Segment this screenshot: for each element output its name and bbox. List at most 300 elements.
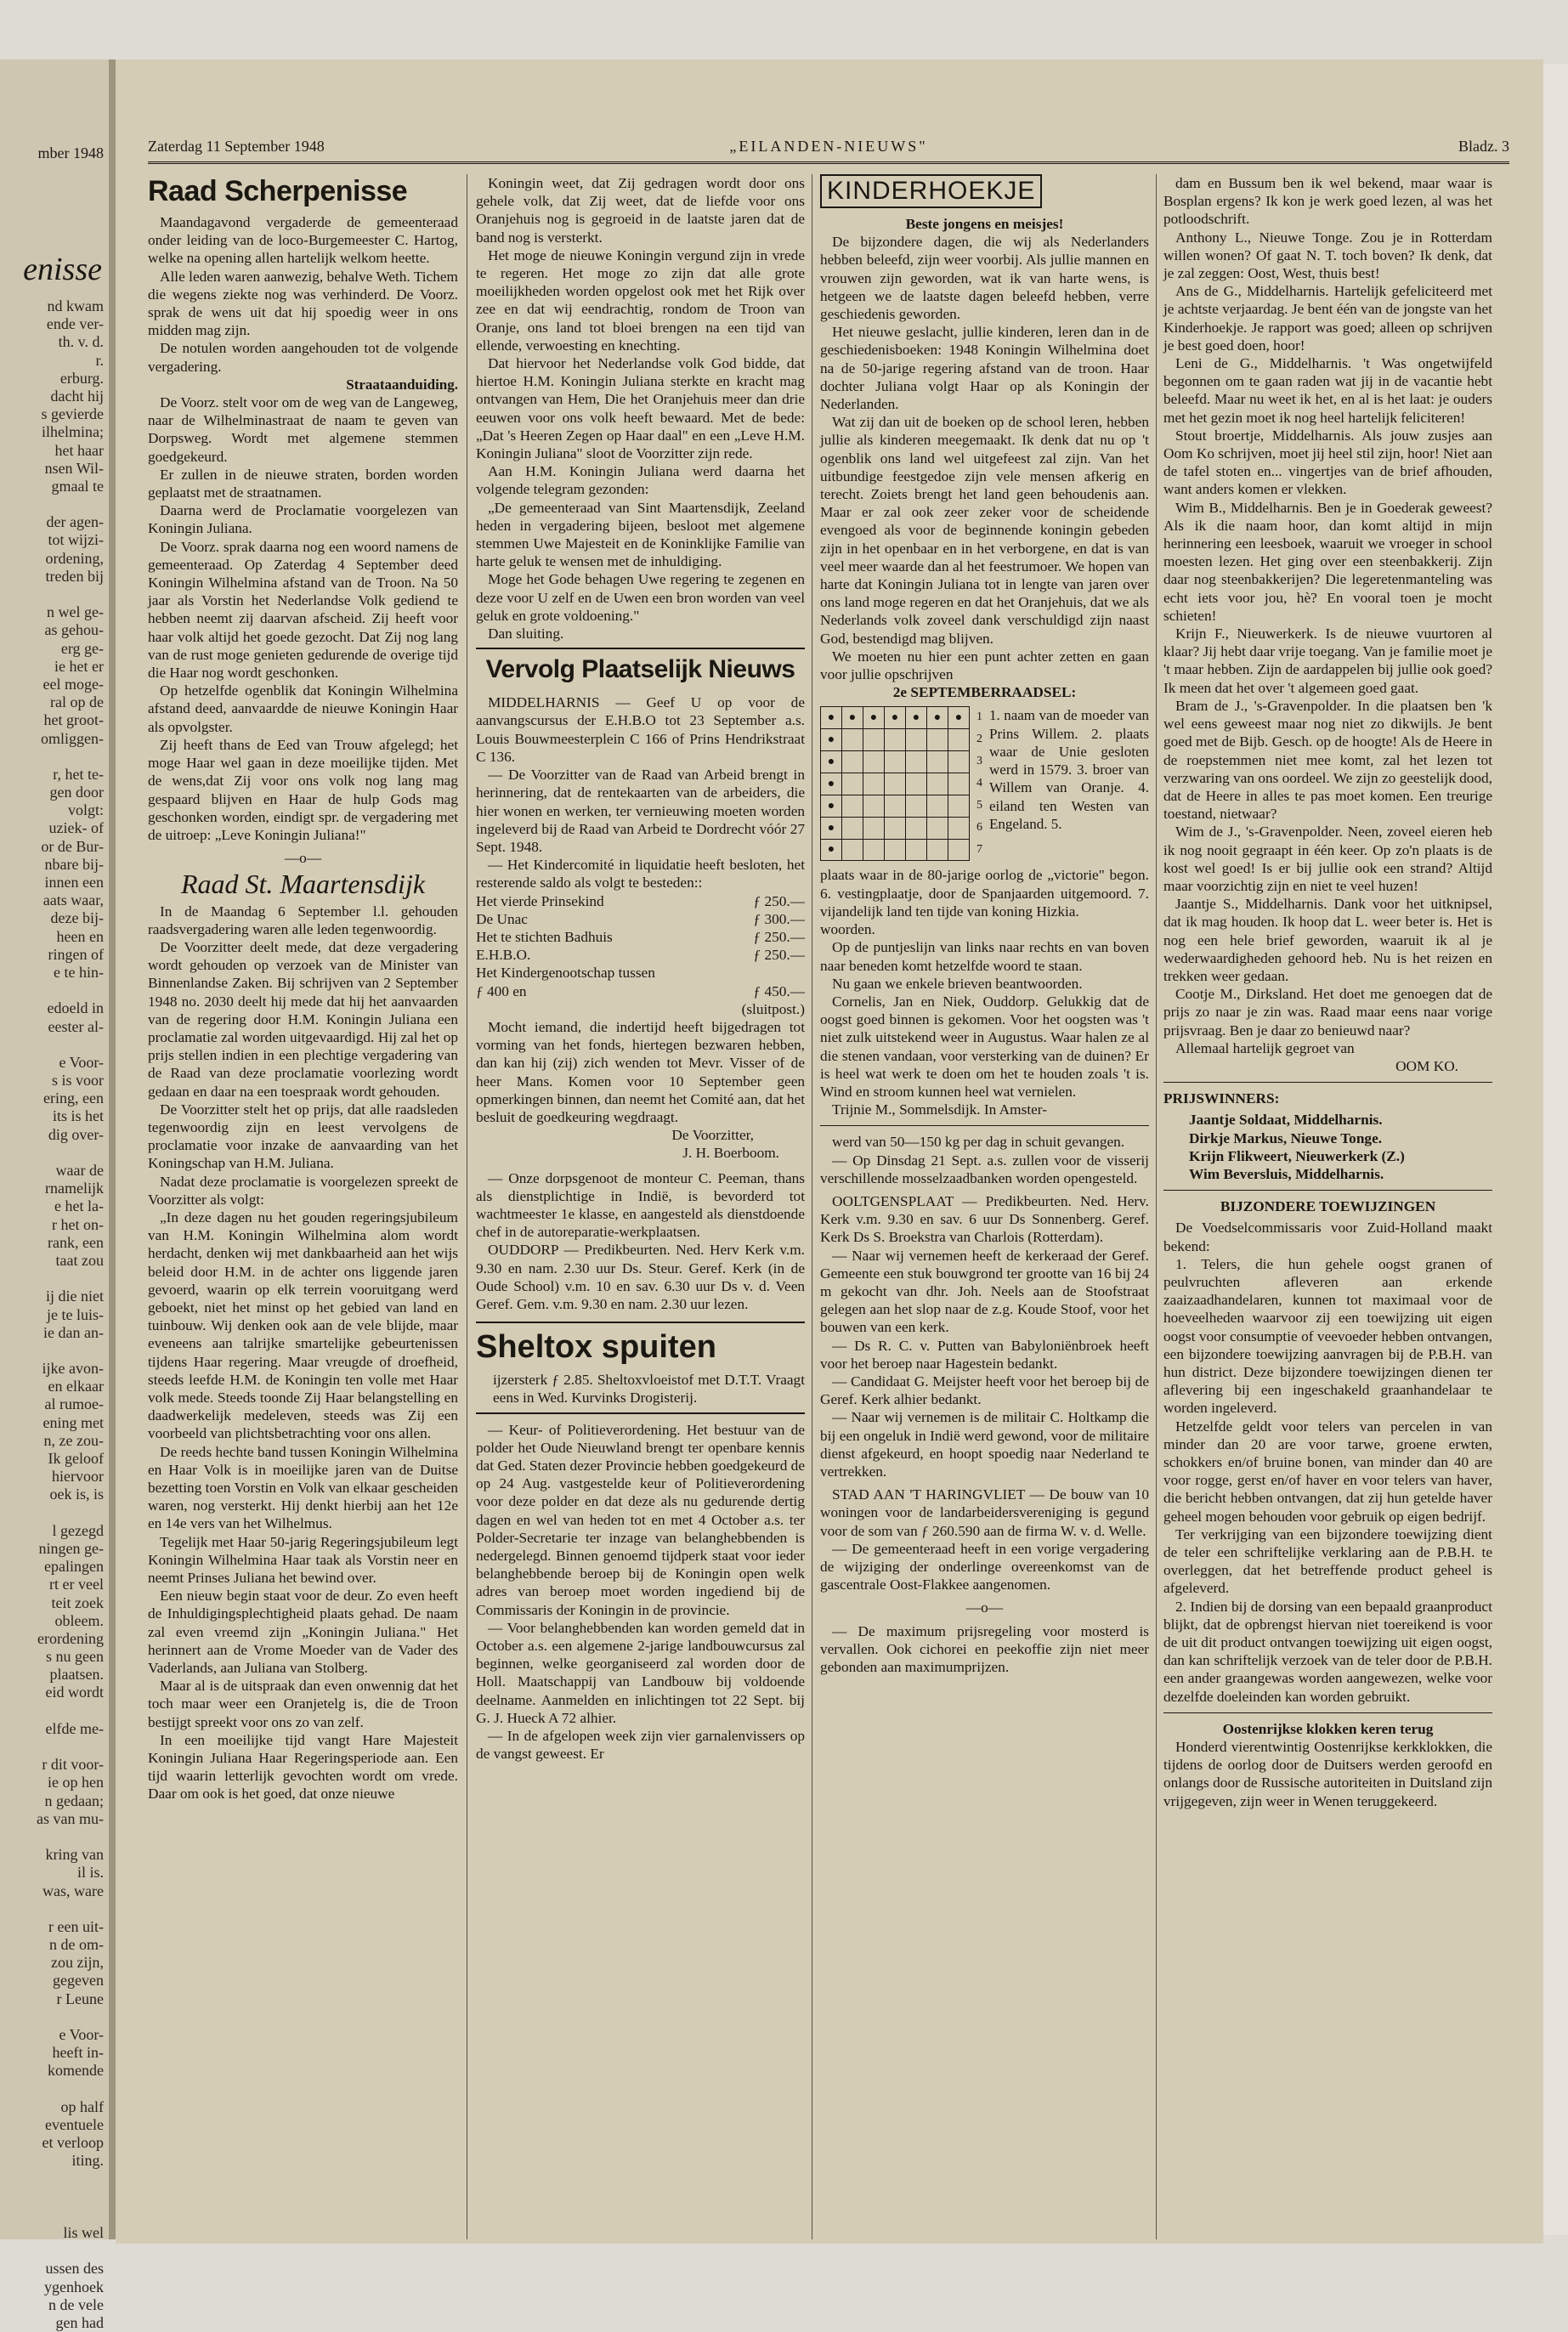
- paragraph: In een moeilijke tijd vangt Hare Majesteit Koningin Juliana Haar Regeringsperiode aan. Een tijd waarin letterlijk gevochten wordt om vrede. Daar om ook is het goed, dat onze nieuwe: [148, 1731, 458, 1803]
- paragraph: — Candidaat G. Meijster heeft voor het beroep bij de Geref. Kerk alhier bedankt.: [820, 1373, 1149, 1408]
- page-edge: [1543, 64, 1568, 2235]
- newspaper-page: [116, 59, 1543, 2244]
- paragraph: De notulen worden aangehouden tot de volgende vergadering.: [148, 340, 458, 375]
- prev-page-line: et verloop: [42, 2134, 104, 2152]
- puzzle-cell: [842, 729, 863, 751]
- paragraph: Aan H.M. Koningin Juliana werd daarna het volgende telegram gezonden:: [476, 463, 805, 498]
- puzzle-cell: [863, 795, 885, 817]
- page-gutter: [109, 59, 116, 2239]
- puzzle-cell: [821, 795, 842, 817]
- paragraph: — Keur- of Politieverordening. Het bestuur van de polder het Oude Nieuwland brengt ter openbare kennis dat Ged. Staten dezer Provincie hebben goedgekeurd de op 24 Aug. vastgestelde keur of Politieverordening voor deze polder en dat deze als nu gedurende dertig dagen en wel van heden tot en met 4 October a.s. ter Polder-Secretarie ter inzage van belanghebbenden is nedergelegd. Binnen genoemd tijdperk staat voor ieder belanghebbende beroep bij de Koningin open welk adres van beroep moet worden ingediend bij de Commissaris der Koningin in de provincie.: [476, 1421, 805, 1618]
- prev-page-line: [3, 1828, 104, 1846]
- paragraph: dam en Bussum ben ik wel bekend, maar waar is Bosplan ergens? Ik kon je werk goed lezen, al was het potloodschrift.: [1163, 175, 1492, 228]
- prev-page-line: ijke avon-: [42, 1360, 104, 1378]
- puzzle-cell: [948, 795, 970, 817]
- puzzle-cell: [927, 839, 948, 861]
- prev-page-line: dig over-: [48, 1125, 104, 1143]
- prev-page-line: erg ge-: [60, 639, 104, 657]
- prev-page-line: eid wordt: [45, 1684, 104, 1701]
- puzzle-cell: [927, 729, 948, 751]
- column-rule: [1156, 174, 1157, 2239]
- prev-page-line: nsen Wil-: [44, 459, 104, 477]
- headline-kinderhoekje: KINDERHOEKJE: [820, 174, 1042, 208]
- puzzle-cell: [927, 795, 948, 817]
- prev-page-line: het groot-: [43, 711, 104, 729]
- article-body: [1163, 1738, 1492, 1810]
- prev-page-line: deze bij-: [50, 909, 104, 927]
- table-row: [476, 928, 805, 946]
- prev-page-line: n de vele: [48, 2295, 104, 2313]
- paragraph: De Voorzitter stelt het op prijs, dat alle raadsleden tegenwoordig zijn en leest vervolgens de proclamatie voor inzake de aanvaarding van het Koningschap van H.M. Juliana.: [148, 1101, 458, 1172]
- article-body: [820, 1486, 1149, 1593]
- puzzle-cell: [885, 707, 906, 729]
- prev-page-line: [3, 1738, 104, 1756]
- prev-page-line: r.: [95, 351, 104, 369]
- paragraph: — Voor belanghebbenden kan worden gemeld dat in October a.s. een algemene 2-jarige landbouwcursus zal beginnen, welke georganiseerd zal worden door de Holl. Maatschappij van Landbouw bij voldoende deelname. Aanmelden en inlichtingen tot 22 Sept. bij G. J. Hueck A 72 alhier.: [476, 1619, 805, 1726]
- paragraph: — Naar wij vernemen heeft de kerkeraad der Geref. Gemeente een stuk bouwgrond ter grootte van 16 bij 24 m gekocht van dhr. Joh. Neels aan de Stoofstraat gelegen aan het slop naar de z.g. Koude Stoof, voor het bouwen van een kerk.: [820, 1247, 1149, 1336]
- prev-page-line: ij die niet: [46, 1288, 104, 1305]
- article-body: [820, 1622, 1149, 1677]
- prev-page-line: erordening: [37, 1629, 104, 1647]
- puzzle-title: 2e SEPTEMBERRAADSEL:: [892, 684, 1077, 701]
- prev-page-line: en elkaar: [48, 1378, 104, 1395]
- prev-page-line: ringen of: [48, 945, 104, 963]
- article-body: [820, 1133, 1149, 1187]
- puzzle-cell: [821, 707, 842, 729]
- prev-page-line: as gehou-: [44, 621, 104, 639]
- column-1: [148, 174, 458, 1803]
- paragraph: Een nieuw begin staat voor de deur. Zo even heeft de Inhuldigingsplechtigheid plaats gehad. De naam zal even vreemd zijn „Koningin Juliana." Het herinnert aan de Vrome Moeder van de Vader des Vaderlands, aan Juliana van Stolberg.: [148, 1588, 458, 1677]
- paragraph: Leni de G., Middelharnis. 't Was ongetwijfeld begonnen om te gaan raden wat jij in de vacantie hebt beleefd. Maar nu weet ik het, en al is het laat: je ouders met het gezin moet ik nog heel hartelijk feliciteren!: [1163, 355, 1492, 426]
- prev-page-line: il is.: [76, 1864, 104, 1882]
- paragraph: De bijzondere dagen, die wij als Nederlanders hebben beleefd, zijn weer voorbij. Als jullie mannen en vrouwen zijn geworden, wat ik van harte wens, is hetgeen we de laatste dagen beleefd hebben, verre geschiedenis geworden.: [820, 234, 1149, 323]
- paragraph: De Voorzitter deelt mede, dat deze vergadering wordt gehouden op verzoek van de Minister van Binnenlandse Zaken. Bij schrijven van 2 September 1948 no. 2030 deelt hij mede dat hij het aanvaarden van de regering door H.M. Koningin Juliana een proclamatie zal worden uitgevaardigd. Hij zal het op prijs stellen indien in een plechtige vergadering van de Raad van deze proclamatie voorlezing wordt gedaan en daar na een toespraak wordt gehouden.: [148, 938, 458, 1100]
- paragraph: Wim B., Middelharnis. Ben je in Goederak geweest? Als ik die naam hoor, dan komt altijd in mijn herinnering een leesboek, waaruit we vroeger in school moesten lezen. Het ging over een steenbakkerij. Zijn daar nog steenbakkerijen? Die legeretenmanteling was echt iets voor jou, hè? En vooral toen je mocht schieten!: [1163, 499, 1492, 624]
- alloc-amount: ƒ 250.—: [753, 947, 805, 964]
- prev-page-line: [3, 1144, 104, 1162]
- prev-page-line: dacht hij: [50, 387, 104, 405]
- prev-page-line: eventuele: [45, 2115, 104, 2133]
- prev-page-line: th. v. d.: [58, 333, 104, 351]
- prev-page-line: het haar: [54, 441, 104, 459]
- allocation-table: [476, 892, 805, 1000]
- list-item: Krijn Flikweert, Nieuwerkerk (Z.): [1189, 1147, 1405, 1164]
- puzzle-cell: [948, 751, 970, 773]
- prev-page-line: ordening,: [45, 549, 104, 567]
- puzzle-cell: [821, 773, 842, 795]
- prev-page-line: [3, 2242, 104, 2260]
- prev-page-line: [3, 1504, 104, 1522]
- prev-page-line: oek is, is: [49, 1486, 104, 1503]
- puzzle-cell: [885, 795, 906, 817]
- paragraph: 2. Indien bij de dorsing van een bepaald graanproduct blijkt, dat de opbrengst hiervan niet toereikend is voor de uit dit product ontvangen toewijzing uit eigen oogst, dan kan schriftelijk verzoek van de teler door de P.B.H. een ander graangewas worden aangewezen, welke voor dezelfde doeleinden kan worden gebruikt.: [1163, 1598, 1492, 1705]
- paragraph: — De Voorzitter van de Raad van Arbeid brengt in herinnering, dat de rentekaarten van de arbeiders, die hier wonen en werken, ter vernieuwing moeten worden ingeleverd bij de Raad van Arbeid te Dordrecht vóór 27 Sept. 1948.: [476, 767, 805, 855]
- prev-page-line: erburg.: [59, 369, 104, 387]
- prev-page-line: zou zijn,: [51, 1954, 104, 1972]
- prev-page-line: s gevierde: [41, 405, 104, 423]
- puzzle-clues-continued: plaats waar in de 80-jarige oorlog de „victorie" begon. 6. vestingplaatje, door de Spanjaarden uitgemoord. 7. vijandelijk land ten tijde van koning Hizkia.: [820, 867, 1149, 920]
- prev-page-line: je te luis-: [47, 1305, 104, 1323]
- paragraph: Allemaal hartelijk gegroet van: [1175, 1039, 1355, 1056]
- headline-vervolg-plaatselijk-nieuws: Vervolg Plaatselijk Nieuws: [476, 648, 805, 685]
- prev-page-line: omliggen-: [41, 729, 104, 747]
- puzzle-cell: [927, 817, 948, 839]
- puzzle-cell: [927, 773, 948, 795]
- table-row: [476, 910, 805, 928]
- prev-page-line: gmaal te: [51, 477, 104, 495]
- column-2: [476, 174, 805, 1763]
- alloc-amount: ƒ 250.—: [753, 892, 805, 909]
- prev-page-line: rank, een: [48, 1233, 104, 1251]
- prev-page-line: tot wijzi-: [48, 531, 104, 549]
- prev-page-line: Ik geloof: [48, 1450, 104, 1467]
- puzzle-cell: [906, 751, 927, 773]
- prev-page-line: ygenhoek: [44, 2278, 104, 2295]
- paragraph: De Voorz. stelt voor om de weg van de Langeweg, naar de Wilhelminastraat de naam te geven van Dorpsweg. Wordt met algemene stemmen goedgekeurd.: [148, 394, 458, 465]
- prev-page-line: ie op hen: [48, 1774, 104, 1791]
- paragraph: OOLTGENSPLAAT — Predikbeurten. Ned. Herv. Kerk v.m. 9.30 en sav. 6 uur Ds Sonnenberg. Geref. Kerk Ds S. Broekstra van Charlois (Rotterdam).: [820, 1192, 1149, 1246]
- list-item: Jaantje Soldaat, Middelharnis.: [1189, 1112, 1383, 1129]
- prev-page-line: hiervoor: [52, 1468, 104, 1486]
- prev-page-line: [3, 1342, 104, 1360]
- paragraph: 1. Telers, die hun gehele oogst granen of peulvruchten afleveren aan erkende zaaizaadhandelaren, kunnen tot maximaal voor de hoeveelheden waarvoor zij een toewijzing uit eigen oogst voor consumptie of veevoeder hebben ontvangen, een bijzondere toewijzing aanvragen bij de P.B.H. van hun district. Deze bijzondere toewijzingen dienen ter aflevering bij een ingeschakeld graanhandelaar te worden ingeleverd.: [1163, 1255, 1492, 1417]
- paragraph: werd van 50—150 kg per dag in schuit gevangen.: [832, 1134, 1125, 1151]
- paragraph: Stout broertje, Middelharnis. Als jouw zusjes aan Oom Ko schrijven, moet jij heel stil zijn, hoor! Niet aan de tafel stoten en... vingertjes van de brief afhouden, want anders komen er vlekken.: [1163, 427, 1492, 498]
- prev-page-date: mber 1948: [37, 144, 104, 161]
- prev-page-line: innen een: [44, 874, 104, 891]
- paragraph: Dat hiervoor het Nederlandse volk God bidde, dat hiertoe H.M. Koningin Juliana sterkte en kracht mag ontvangen van Hem, Die het Oranjehuis meer dan drie eeuwen voor ons volk heeft bewaard. Met de bede: „Dat 's Heeren Zegen op Haar daal" en een „Leve H.M. Koningin Juliana" sloot de Voorzitter zijn rede.: [476, 355, 805, 462]
- divider: [820, 1125, 1149, 1126]
- prev-page-line: elfde me-: [45, 1719, 104, 1737]
- header-date: Zaterdag 11 September 1948: [148, 138, 325, 155]
- paragraph: Nu gaan we enkele brieven beantwoorden.: [832, 975, 1083, 992]
- alloc-amount: ƒ 300.—: [753, 910, 805, 927]
- puzzle-cell: [821, 817, 842, 839]
- prev-page-line: ral op de: [50, 693, 104, 711]
- prev-page-line: ening met: [42, 1413, 104, 1431]
- puzzle-grid: [820, 706, 970, 861]
- prev-page-line: gegeven: [53, 1972, 104, 1990]
- table-row: [476, 946, 805, 964]
- prev-page-line: l gezegd: [52, 1521, 104, 1539]
- prev-page-line: rnamelijk: [45, 1180, 104, 1197]
- paragraph: De reeds hechte band tussen Koningin Wilhelmina en Haar Volk is in moeilijke jaren van de Duitse bezetting toen Vorstin en Volk van elkaar gescheiden waren, nog versterkt. Hij denkt hierbij aan het 12e en 14e vers van het Wilhelmus.: [148, 1443, 458, 1532]
- prev-page-line: e Voor-: [59, 1053, 104, 1071]
- prev-page-line: plaatsen.: [49, 1666, 104, 1684]
- prev-page-line: [3, 2206, 104, 2224]
- paragraph: De Voedselcommissaris voor Zuid-Holland maakt bekend:: [1163, 1220, 1492, 1254]
- prev-page-line: n, ze zou-: [43, 1431, 104, 1449]
- article-body: [820, 233, 1149, 683]
- paragraph: Mocht iemand, die indertijd heeft bijgedragen tot vorming van het fonds, hiertegen bezwaren hebben, dan kan hij (zij) zich wenden tot Mevr. Visser of de heer Mans. Komen voor 10 September geen opmerkingen binnen, dan neemt het Comité aan, dat het besluit de goedkeuring wegdraagt.: [476, 1018, 805, 1125]
- paragraph: Maandagavond vergaderde de gemeenteraad onder leiding van de loco-Burgemeester C. Hartog, welke na opening allen hartelijk welkom heette.: [148, 214, 458, 267]
- paragraph: — De maximum prijsregeling voor mosterd is vervallen. Ook cichorei en peekoffie zijn niet meer gebonden aan maximumprijzen.: [820, 1622, 1149, 1676]
- prev-page-line: rt er veel: [49, 1576, 104, 1593]
- paragraph: — In de afgelopen week zijn vier garnalenvissers op de vangst geweest. Er: [476, 1728, 805, 1763]
- header-rule: [148, 161, 1509, 164]
- paragraph: — Het Kindercomité in liquidatie heeft besloten, het resterende saldo als volgt te besteden::: [476, 857, 805, 891]
- prev-page-line: gen door: [49, 784, 104, 801]
- prev-page-line: s is voor: [51, 1072, 104, 1090]
- alloc-label: Het Kindergenootschap tussen: [476, 965, 655, 982]
- divider: [1163, 1082, 1492, 1083]
- prev-page-line: uziek- of: [48, 819, 104, 837]
- alloc-amount: ƒ 450.—: [753, 982, 805, 999]
- puzzle-cell: [863, 729, 885, 751]
- puzzle-woorden: woorden.: [820, 921, 875, 938]
- prev-page-line: kring van: [45, 1846, 104, 1864]
- puzzle-cell: [821, 839, 842, 861]
- subheading-straataanduiding: Straataanduiding.: [346, 376, 458, 393]
- puzzle-cell: [821, 729, 842, 751]
- article-body: [820, 938, 1149, 1118]
- paragraph: Tegelijk met Haar 50-jarig Regeringsjubileum legt Koningin Wilhelmina Haar taak als Vorstin neer en neemt Prinses Juliana het bewind over.: [148, 1533, 458, 1587]
- prev-page-line: ussen des: [45, 2260, 104, 2278]
- paragraph: „In deze dagen nu het gouden regeringsjubileum van H.M. Koningin Wilhelmina alom wordt herdacht, denken wij met dankbaarheid aan het wijs beleid door H.M. in de achter ons liggende jaren gevoerd, waarin op elk terrein vooruitgang werd geboekt, niet het minst op het gebied van land en tuinbouw. Wij denken ook aan de vele blijde, maar eveneens aan talrijke smartelijke gebeurtenissen tijdens Haar regering. Maar vreugde of droefheid, steeds leefde H.M. de Koningin ten volle met Haar volk mede. Steeds toonde Zij Haar belangstelling en daadwerkelijk medeleven, steeds was Zij een voorbeeld van plichtsbetrachting voor ons allen.: [148, 1208, 458, 1442]
- article-body: [476, 1018, 805, 1126]
- prev-page-line: r, het te-: [53, 765, 104, 783]
- puzzle-cell: [885, 751, 906, 773]
- puzzle-cell: [842, 707, 863, 729]
- puzzle-clues: 1. naam van de moeder van Prins Willem. 2. plaats waar de Unie gesloten werd in 1579. 3. broer van Willem van Oranje. 4. eiland ten Westen van Engeland. 5.: [989, 707, 1149, 832]
- signature-name: J. H. Boerboom.: [682, 1145, 779, 1162]
- paragraph: Krijn F., Nieuwerkerk. Is de nieuwe vuurtoren al klaar? Jij hebt daar vrije toegang. Van je familie moet je 't maar hebben. Zijn de aardappelen bij jullie ook goed? Ik meen dat het over 't algemeen goed gaat.: [1163, 625, 1492, 696]
- article-body: [476, 1169, 805, 1314]
- puzzle-cell: [842, 773, 863, 795]
- paragraph: Ans de G., Middelharnis. Hartelijk gefeliciteerd met je achtste verjaardag. Je bent één van de jongste van het Kinderhoekje. Je rapport was goed; alleen op schrijven je best goed doen, hoor!: [1163, 283, 1492, 354]
- prev-page-line: [3, 2008, 104, 2026]
- prev-page-line: [3, 495, 104, 513]
- paragraph: Nadat deze proclamatie is voorgelezen spreekt de Voorzitter als volgt:: [148, 1173, 458, 1208]
- puzzle-cell: [821, 751, 842, 773]
- headline-bijzondere-toewijzingen: BIJZONDERE TOEWIJZINGEN: [1220, 1198, 1436, 1215]
- table-row: [476, 964, 805, 982]
- article-body: [476, 174, 805, 642]
- puzzle-cell: [906, 795, 927, 817]
- paragraph: Maar al is de uitspraak dan even onwennig dat het toch maar weer een Oranjetelg is, die de Troon bestijgt spreekt voor ons zo van zelf.: [148, 1678, 458, 1730]
- prev-page-line: [3, 1702, 104, 1720]
- allocation-end: (sluitpost.): [741, 1000, 805, 1017]
- puzzle-cell: [948, 773, 970, 795]
- alloc-label: E.H.B.O.: [476, 947, 531, 964]
- puzzle-cell: [948, 707, 970, 729]
- paragraph: Trijnie M., Sommelsdijk. In Amster-: [832, 1101, 1047, 1118]
- paragraph: Het nieuwe geslacht, jullie kinderen, leren dan in de geschiedenisboeken: 1948 Koningin Wilhelmina doet na de 50-jarige regering afstand van de troon. Haar dochter Juliana volgt Haar op als Koningin der Nederlanden.: [820, 324, 1149, 413]
- winners-list: [1189, 1111, 1492, 1183]
- prev-page-line: [3, 2080, 104, 2098]
- paragraph: — Onze dorpsgenoot de monteur C. Peeman, thans als dienstplichtige in Indië, is bevorderd tot wachtmeester 1e klasse, en aangesteld als dienstdoende chef in de autoreparatie-werkplaatsen.: [476, 1169, 805, 1241]
- paragraph: Cootje M., Dirksland. Het doet me genoegen dat de prijs zo naar je zin was. Raad maar eens naar vorige prijsvraag. Ben je daar zo benieuwd naar?: [1163, 986, 1492, 1039]
- header-paper-name: „EILANDEN-NIEUWS": [729, 138, 928, 155]
- prev-page-line: ende ver-: [46, 315, 104, 333]
- prev-page-line: taat zou: [55, 1251, 104, 1269]
- paragraph: Alle leden waren aanwezig, behalve Weth. Tichem die wegens ziekte nog was verhinderd. De Voorz. sprak de wens uit dat hij spoedig weer in ons midden mag zijn.: [148, 268, 458, 339]
- prev-page-line: r dit voor-: [42, 1756, 104, 1774]
- puzzle-cell: [906, 729, 927, 751]
- paragraph: Daarna werd de Proclamatie voorgelezen van Koningin Juliana.: [148, 502, 458, 537]
- paragraph: We moeten nu hier een punt achter zetten en gaan voor jullie opschrijven: [820, 648, 1149, 683]
- prev-page-line: r een uit-: [48, 1917, 104, 1935]
- paragraph: Zij heeft thans de Eed van Trouw afgelegd; het moge Haar wel gaan in deze moeilijke tijden. Met de wens,dat Zij voor ons volk nog lang mag gespaard blijven en Haar de hulp Gods mag geschonken worden, eindigt spr. de vergadering met de uitroep: „Leve Koningin Juliana!": [148, 736, 458, 843]
- paragraph: OUDDORP — Predikbeurten. Ned. Herv Kerk v.m. 9.30 en nam. 2.30 uur Ds. Steur. Geref. Kerk (in de Oude School) v.m. 10 en sav. 6.30 uur Ds v. d. Veen Geref. Gem. v.m. 9.30 en nam. 2.30 uur lezen.: [476, 1242, 805, 1312]
- puzzle-cell: [842, 751, 863, 773]
- prev-page-line: obleem.: [54, 1611, 104, 1629]
- headline-raad-scherpenisse: Raad Scherpenisse: [148, 175, 408, 207]
- table-row: [476, 982, 805, 1000]
- puzzle-cell: [863, 707, 885, 729]
- paragraph: Het moge de nieuwe Koningin vergund zijn in vrede te regeren. Het moge zo zijn dat alle grote moeilijkheden worden opgelost ook met het Rijk over zee en dat wij eendrachtig, rondom de Troon van Oranje, ons land tot bloei brengen na een tijd van ellende, verwoesting en knechting.: [476, 246, 805, 354]
- prev-page-line: r Leune: [56, 1990, 104, 2007]
- prev-page-line: e Voor-: [59, 2026, 104, 2043]
- table-row: [476, 892, 805, 910]
- puzzle-cell: [863, 817, 885, 839]
- prev-page-line: eester al-: [48, 1017, 104, 1035]
- prev-page-line: n gedaan;: [44, 1791, 104, 1809]
- winners-title: PRIJSWINNERS:: [1163, 1090, 1280, 1107]
- paragraph: Wim de J., 's-Gravenpolder. Neen, zoveel eieren heb ik nog nooit gegraapt in één keer. Op zo'n plaats is de kost wel goed! Is er bij jullie ook een strand? Altijd maar voorzichtig zijn en niet te veel huzen!: [1163, 824, 1492, 894]
- prev-page-line: nd kwam: [47, 297, 104, 314]
- prev-page-line: lis wel: [63, 2224, 104, 2242]
- prev-page-line: [3, 586, 104, 603]
- paragraph: — De gemeenteraad heeft in een vorige vergadering de wijziging der onderlinge overeenkomst van de gascentrale Oost-Flakkee aangenomen.: [820, 1540, 1149, 1593]
- prev-page-line: komende: [48, 2062, 104, 2080]
- paragraph: Anthony L., Nieuwe Tonge. Zou je in Rotterdam willen wonen? Of gaat N. T. toch boven? Ik denk, dat je zal zeggen: Oost, West, thuis best!: [1163, 229, 1492, 282]
- alloc-label: Het te stichten Badhuis: [476, 928, 613, 945]
- paragraph: Honderd vierentwintig Oostenrijkse kerkklokken, die tijdens de oorlog door de Duitsers werden geroofd en onlangs door de Russische autoriteiten in Duitsland zijn vrijgegeven, zijn weer in Wenen teruggekeerd.: [1163, 1739, 1492, 1809]
- divider: [1163, 1190, 1492, 1191]
- prev-page-line: waar de: [55, 1162, 104, 1179]
- article-body: [1163, 1219, 1492, 1705]
- prev-page-line: ilhelmina;: [42, 423, 104, 441]
- prev-page-line: [3, 1270, 104, 1288]
- prev-page-line: edoeld in: [47, 999, 104, 1017]
- prev-page-line: [3, 982, 104, 999]
- puzzle-cell: [863, 751, 885, 773]
- prev-page-line: [3, 1900, 104, 1918]
- prev-page-line: was, ware: [42, 1882, 104, 1899]
- prev-page-line: der agen-: [46, 513, 104, 531]
- prev-page-line: or de Bur-: [41, 837, 104, 855]
- prev-page-line: [3, 2171, 104, 2188]
- article-body: [1163, 174, 1492, 1057]
- article-body: [476, 693, 805, 891]
- prev-page-line: e het la-: [54, 1197, 104, 1215]
- prev-page-line: op half: [60, 2097, 104, 2115]
- puzzle-cell: [885, 839, 906, 861]
- prev-page-line: nbare bij-: [44, 855, 104, 873]
- prev-page-line: [3, 748, 104, 766]
- headline-oostenrijkse-klokken: Oostenrijkse klokken keren terug: [1222, 1720, 1434, 1737]
- paragraph: In de Maandag 6 September l.l. gehouden raadsvergadering waren alle leden tegenwoordig.: [148, 903, 458, 937]
- article-body: [820, 1192, 1149, 1480]
- separator: —o—: [965, 1599, 1004, 1616]
- puzzle-cell: [842, 817, 863, 839]
- prev-page-line: n wel ge-: [47, 603, 104, 621]
- prev-page-line: [3, 1036, 104, 1054]
- greeting: Beste jongens en meisjes!: [905, 216, 1064, 232]
- prev-page-line: its is het: [52, 1107, 104, 1125]
- paragraph: Moge het Gode behagen Uwe regering te zegenen en deze voor U zelf en de Uwen een bron worden van veel geluk en grote voldoening.": [476, 571, 805, 624]
- paragraph: — Ds R. C. v. Putten van Babyloniënbroek heeft voor het beroep naar Hagestein bedankt.: [820, 1337, 1149, 1372]
- puzzle-cell: [906, 817, 927, 839]
- puzzle-cell: [948, 839, 970, 861]
- paragraph: Wat zij dan uit de boeken op de school leren, hebben jullie als kinderen meegemaakt. Ik denk dat nu op 't ogenblik ons land wel uitgefeest zal zijn. Van het uitbundige feestgedoe zijn vele mensen afkerig en terecht. Zoiets brengt het land geen behoudenis aan. Maar er zal ook zeer zeker voor de scheidende evengoed als voor de beginnende koningin gebeden zijn in het openbaar en in het verborgene, en dat is van veel meer waarde dan al het feestrumoer. We hopen van harte dat Koningin Juliana tot in lengte van jaren over ons land moge regeren en dat het Oranjehuis, dat we als Nederlands volk zoveel dank verschuldigd zijn naast God, bestendigd mag blijven.: [820, 414, 1149, 647]
- ad-sheltox-text: ijzersterk ƒ 2.85. Sheltoxvloeistof met D.T.T. Vraagt eens in Wed. Kurvinks Drogisterij.: [476, 1371, 805, 1413]
- signature-oom-ko: OOM KO.: [1395, 1057, 1458, 1074]
- paragraph: STAD AAN 'T HARINGVLIET — De bouw van 10 woningen voor de landarbeidersvereniging is gegund voor de som van ƒ 260.590 aan de firma W. v. d. Welle.: [820, 1486, 1149, 1539]
- paragraph: Hetzelfde geldt voor telers van percelen in van minder dan 20 are voor tarwe, groene erwten, schokkers en/of bruine bonen, van minder dan 40 are voor rogge, gerst en/of haver en voor telers van haver, die bericht hebben ontvangen, dat zij hun getelde haver geheel mogen behouden voor gebruik op eigen bedrijf.: [1163, 1418, 1492, 1525]
- puzzle-cell: [948, 729, 970, 751]
- prev-page-line: as van mu-: [37, 1809, 104, 1827]
- headline-raad-st-maartensdijk: Raad St. Maartensdijk: [180, 869, 426, 900]
- paragraph: — Op Dinsdag 21 Sept. a.s. zullen voor de visserij verschillende mosselzaadbanken worden opengesteld.: [820, 1152, 1149, 1186]
- prev-page-line: iting.: [71, 2152, 104, 2170]
- alloc-label: Het vierde Prinsekind: [476, 892, 604, 909]
- puzzle-cell: [842, 795, 863, 817]
- prev-page-line: [3, 2188, 104, 2206]
- puzzle-cell: [885, 729, 906, 751]
- signature-title: De Voorzitter,: [671, 1127, 754, 1144]
- divider: [1163, 1712, 1492, 1713]
- alloc-label: De Unac: [476, 910, 528, 927]
- paragraph: Ter verkrijging van een bijzondere toewijzing dient de teler een schriftelijke verklaring aan de P.B.H. te overleggen, dat het betreffende product geheel is afgeleverd.: [1163, 1525, 1492, 1597]
- prev-page-line: e te hin-: [54, 963, 104, 981]
- prev-page-line: n de om-: [49, 1936, 104, 1954]
- puzzle-cell: [906, 773, 927, 795]
- paragraph: Op de puntjeslijn van links naar rechts en van boven naar beneden komt hetzelfde woord te staan.: [820, 939, 1149, 974]
- paragraph: Cornelis, Jan en Niek, Ouddorp. Gelukkig dat de oogst goed binnen is gekomen. Voor het oogsten was 't niet zulk uitstekend weer in Augustus. Waar halen ze al die stenen vandaan, voor versterking van de duinen? Er is heel wat werk te doen om het te houden zoals 't is. Wind en stroom kunnen heel wat vernielen.: [820, 993, 1149, 1100]
- prev-page-line: s nu geen: [46, 1648, 104, 1666]
- puzzle-cell: [906, 707, 927, 729]
- paragraph: Dan sluiting.: [488, 625, 564, 642]
- puzzle-cell: [863, 839, 885, 861]
- article-body: [148, 213, 458, 376]
- puzzle-cell: [927, 707, 948, 729]
- prev-page-line: eel moge-: [42, 675, 104, 693]
- article-body: [148, 903, 458, 1803]
- puzzle-cell: [906, 839, 927, 861]
- prev-page-line: ering, een: [43, 1090, 104, 1107]
- prev-page-line: ie het er: [54, 657, 104, 675]
- prev-page-line: heen en: [56, 927, 104, 945]
- ad-sheltox-title: Sheltox spuiten: [476, 1322, 805, 1366]
- prev-page-line: al rumoe-: [44, 1395, 104, 1413]
- prev-page-title: enisse: [23, 252, 102, 287]
- page-header: [148, 138, 1509, 172]
- alloc-amount: [732, 964, 805, 982]
- column-4: [1163, 174, 1492, 1810]
- previous-page-strip: [0, 59, 109, 2331]
- prev-page-line: gen had: [55, 2314, 104, 2331]
- alloc-label: ƒ 400 en: [476, 982, 527, 999]
- prev-page-line: volgt:: [67, 801, 104, 819]
- list-item: Wim Beversluis, Middelharnis.: [1189, 1165, 1384, 1182]
- puzzle-cell: [885, 773, 906, 795]
- prev-page-text: [3, 297, 104, 2332]
- puzzle-cell: [842, 839, 863, 861]
- paragraph: — Naar wij vernemen is de militair C. Holtkamp die bij een ongeluk in Indië werd gewond, voor de militaire dienst afgekeurd, en hoopt spoedig naar Nederland te vertrekken.: [820, 1409, 1149, 1480]
- puzzle: [820, 706, 1149, 861]
- prev-page-line: r het on-: [52, 1215, 104, 1233]
- prev-page-line: epalingen: [44, 1558, 104, 1576]
- prev-page-line: ie dan an-: [43, 1323, 104, 1341]
- puzzle-cell: [948, 817, 970, 839]
- puzzle-row-numbers: 1 2 3 4 5 6 7: [976, 710, 982, 857]
- list-item: Dirkje Markus, Nieuwe Tonge.: [1189, 1129, 1383, 1146]
- paragraph: „De gemeenteraad van Sint Maartensdijk, Zeeland heden in vergadering bijeen, besloot met algemene stemmen Uwe Majesteit en de Koninklijke Familie van harte geluk te wensen met de inhuldiging.: [476, 499, 805, 570]
- puzzle-cell: [927, 751, 948, 773]
- prev-page-line: teit zoek: [51, 1593, 104, 1611]
